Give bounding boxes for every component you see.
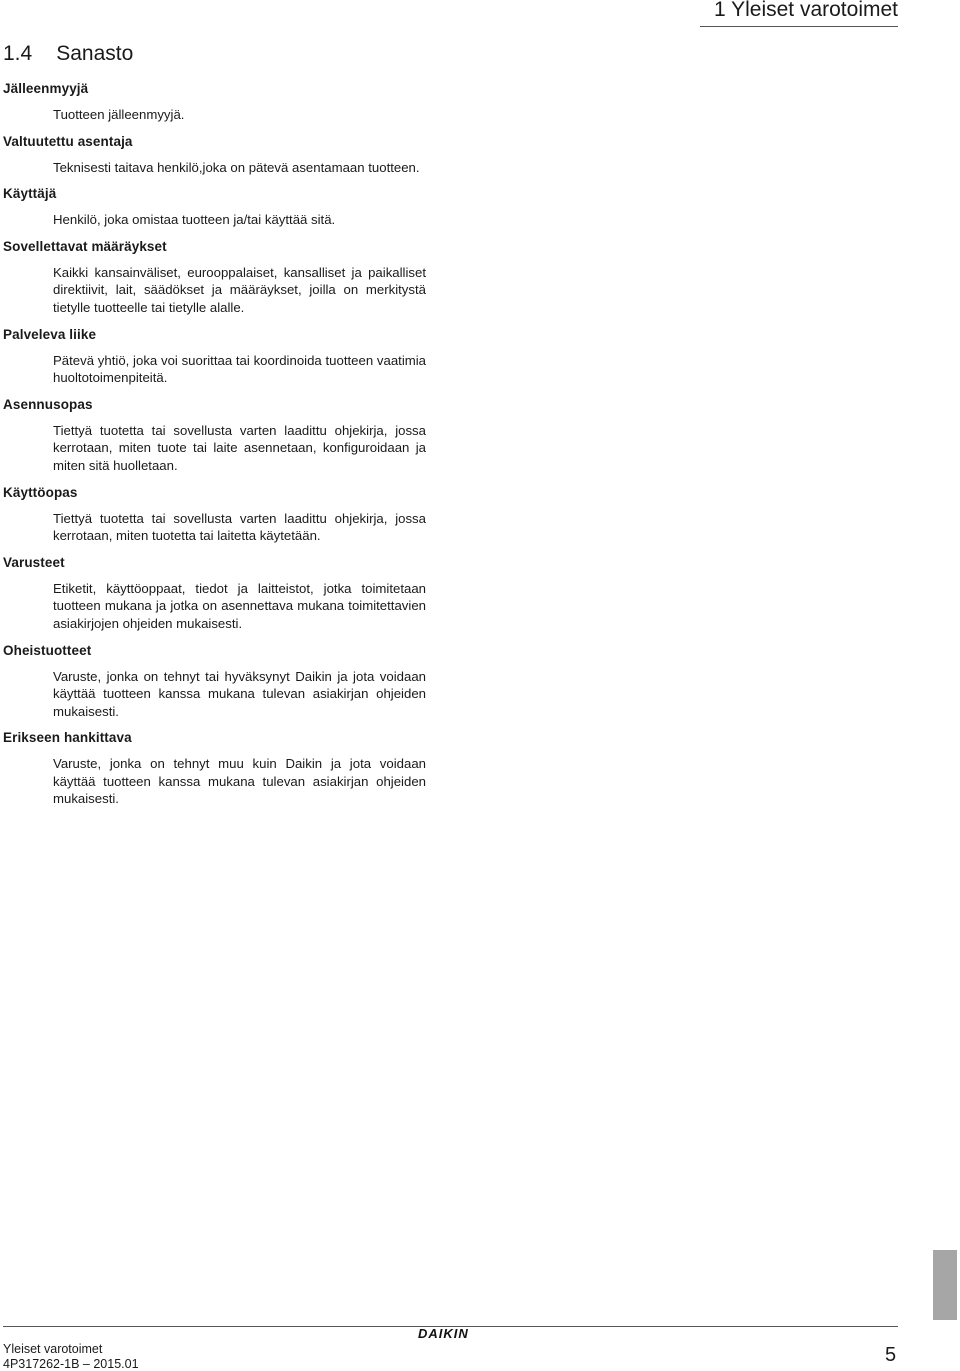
section-title: Sanasto xyxy=(56,42,134,65)
glossary-definition: Varuste, jonka on tehnyt tai hyväksynyt Daikin ja jota voidaan käyttää tuotteen kanssa mukana tulevan asiakirjan ohjeiden mukaisesti. xyxy=(53,668,426,719)
page-number: 5 xyxy=(885,1344,897,1366)
header-rule xyxy=(700,26,898,27)
section-heading xyxy=(3,42,133,66)
glossary-list xyxy=(3,80,433,817)
glossary-definition: Pätevä yhtiö, joka voi suorittaa tai koordinoida tuotteen vaatimia huoltotoimenpiteitä. xyxy=(53,352,426,386)
glossary-definition: Etiketit, käyttöoppaat, tiedot ja laitteistot, jotka toimitetaan tuotteen mukana ja jotka on asennettava mukana toimitettavien asiakirjojen ohjeiden mukaisesti. xyxy=(53,580,426,631)
glossary-definition: Tiettyä tuotetta tai sovellusta varten laadittu ohjekirja, jossa kerrotaan, miten tuote tai laite asennetaan, konfiguroidaan ja miten sitä huolletaan. xyxy=(53,422,426,473)
glossary-term: Varusteet xyxy=(3,554,65,570)
glossary-definition: Kaikki kansainväliset, eurooppalaiset, kansalliset ja paikalliset direktiivit, lait, säädökset ja määräykset, joilla on merkitystä tietylle tuotteelle tai tietylle alalle. xyxy=(53,264,426,315)
glossary-term: Jälleenmyyjä xyxy=(3,81,89,96)
glossary-entry xyxy=(3,729,433,808)
glossary-term: Palveleva liike xyxy=(3,326,97,342)
glossary-definition: Teknisesti taitava henkilö,joka on pätevä asentamaan tuotteen. xyxy=(53,159,420,175)
glossary-term: Valtuutettu asentaja xyxy=(3,133,133,149)
glossary-definition: Tuotteen jälleenmyyjä. xyxy=(53,107,185,122)
glossary-definition: Tiettyä tuotetta tai sovellusta varten laadittu ohjekirja, jossa kerrotaan, miten tuotetta tai laitetta käytetään. xyxy=(53,510,426,544)
glossary-entry xyxy=(3,185,433,229)
glossary-entry xyxy=(3,238,433,317)
glossary-entry xyxy=(3,554,433,633)
glossary-term: Käyttäjä xyxy=(3,186,57,202)
glossary-entry xyxy=(3,133,433,177)
footer-title: Yleiset varotoimet xyxy=(3,1342,103,1356)
glossary-entry xyxy=(3,642,433,721)
daikin-logo: DAIKIN xyxy=(418,1326,469,1341)
glossary-entry xyxy=(3,80,433,124)
glossary-definition: Henkilö, joka omistaa tuotteen ja/tai käyttää sitä. xyxy=(53,212,336,228)
glossary-entry xyxy=(3,484,433,545)
chapter-header: 1 Yleiset varotoimet xyxy=(713,0,898,21)
glossary-term: Erikseen hankittava xyxy=(3,730,132,746)
document-code: 4P317262-1B – 2015.01 xyxy=(3,1357,139,1371)
thumb-tab xyxy=(933,1250,957,1320)
section-number: 1.4 xyxy=(3,42,33,65)
glossary-entry xyxy=(3,396,433,475)
glossary-definition: Varuste, jonka on tehnyt muu kuin Daikin ja jota voidaan käyttää tuotteen kanssa mukana tulevan asiakirjan ohjeiden mukaisesti. xyxy=(53,756,426,807)
glossary-term: Oheistuotteet xyxy=(3,642,92,658)
glossary-term: Sovellettavat määräykset xyxy=(3,238,167,254)
glossary-term: Käyttöopas xyxy=(3,484,78,500)
glossary-entry xyxy=(3,326,433,387)
glossary-term: Asennusopas xyxy=(3,396,93,412)
